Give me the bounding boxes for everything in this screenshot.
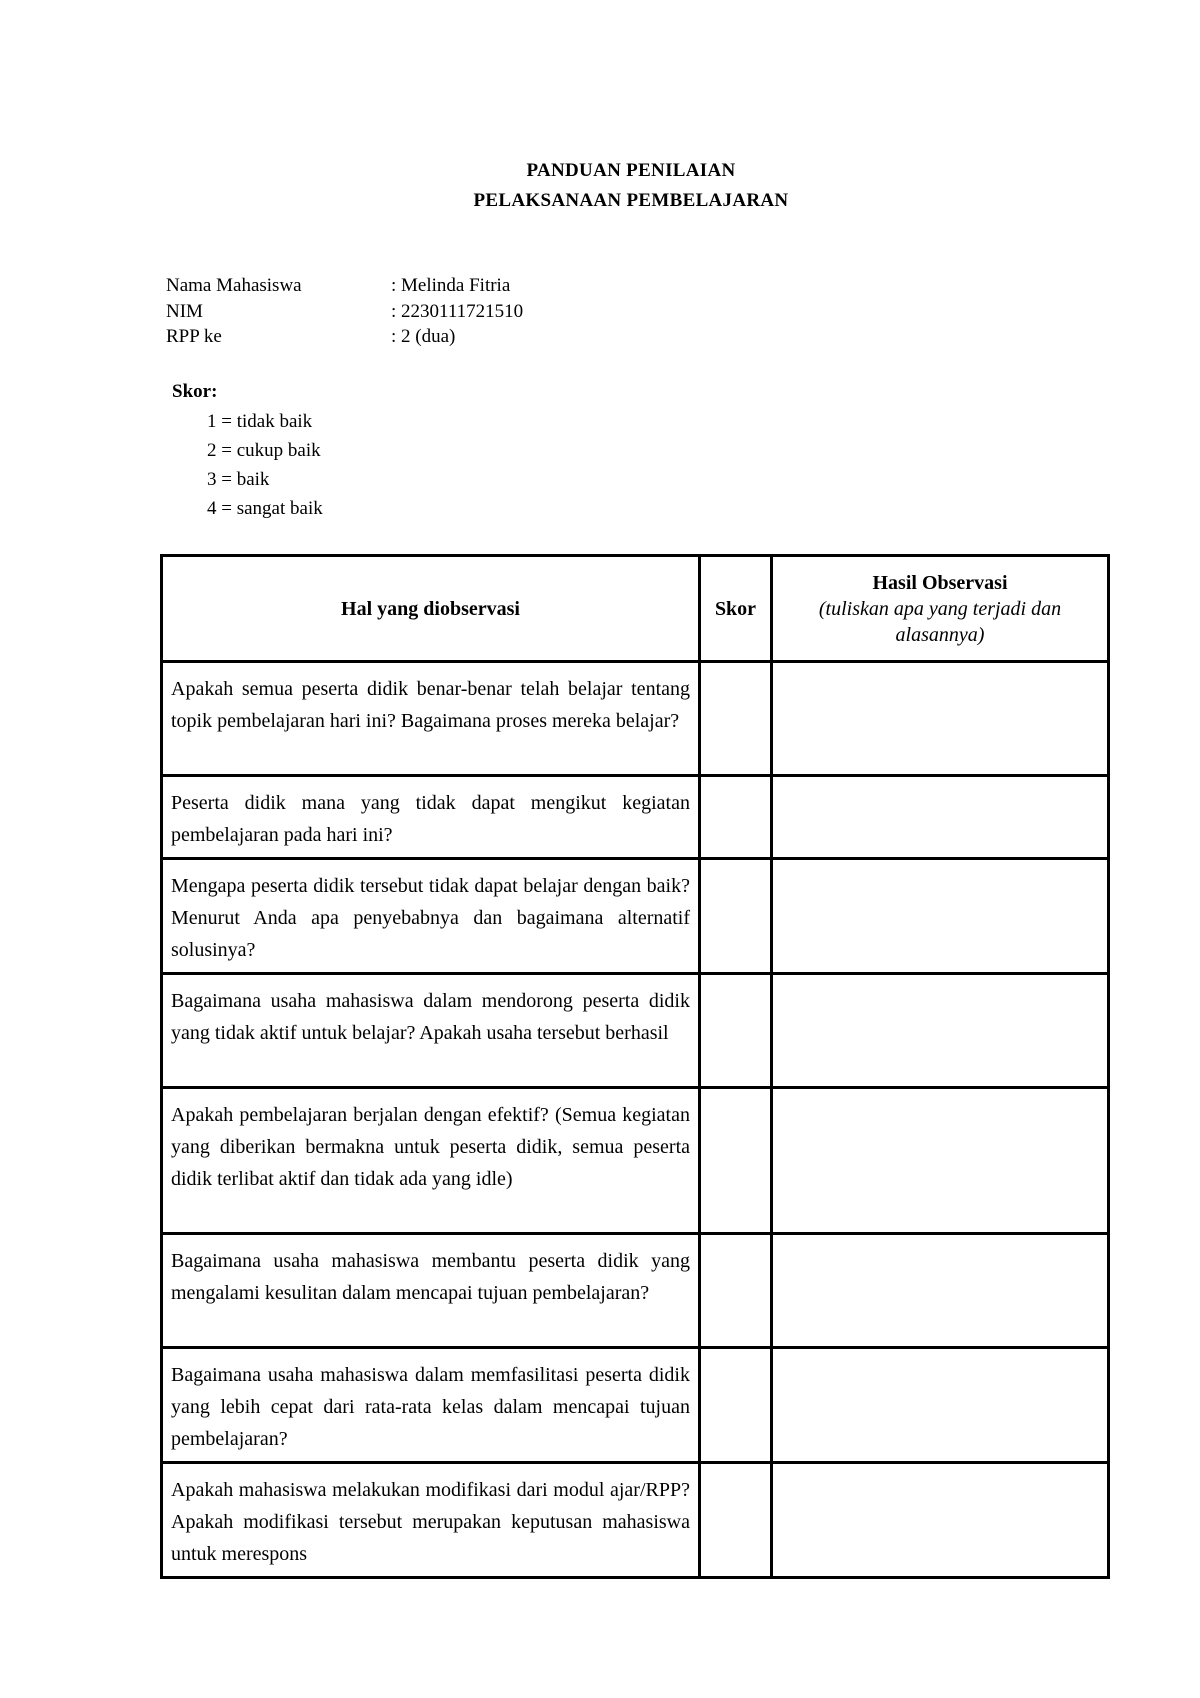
score-legend-heading: Skor: bbox=[172, 381, 218, 402]
observation-result-cell[interactable] bbox=[772, 662, 1109, 776]
document-title-line1: PANDUAN PENILAIAN bbox=[526, 160, 736, 181]
table-row bbox=[162, 1348, 1109, 1463]
table-header-row bbox=[162, 556, 1109, 662]
table-row bbox=[162, 1088, 1109, 1234]
question-cell: Apakah pembelajaran berjalan dengan efektif? (Semua kegiatan yang diberikan bermakna untuk peserta didik, semua peserta didik terlibat aktif dan tidak ada yang idle) bbox=[162, 1088, 700, 1234]
score-cell[interactable] bbox=[700, 1234, 772, 1348]
table-row bbox=[162, 974, 1109, 1088]
table-row bbox=[162, 776, 1109, 859]
question-cell: Apakah semua peserta didik benar-benar telah belajar tentang topik pembelajaran hari ini? Bagaimana proses mereka belajar? bbox=[162, 662, 700, 776]
score-legend-item: 4 = sangat baik bbox=[207, 498, 323, 519]
info-label-nama: Nama Mahasiswa bbox=[166, 275, 302, 296]
header-hasil-note: (tuliskan apa yang terjadi dan alasannya) bbox=[818, 597, 1062, 646]
observation-result-cell[interactable] bbox=[772, 1463, 1109, 1578]
score-cell[interactable] bbox=[700, 1463, 772, 1578]
info-value-nim: : 2230111721510 bbox=[391, 300, 524, 322]
question-cell: Mengapa peserta didik tersebut tidak dapat belajar dengan baik? Menurut Anda apa penyebabnya dan bagaimana alternatif solusinya? bbox=[162, 859, 700, 974]
score-legend bbox=[172, 377, 323, 523]
score-cell[interactable] bbox=[700, 859, 772, 974]
observation-result-cell[interactable] bbox=[772, 776, 1109, 859]
table-row bbox=[162, 1463, 1109, 1578]
document-title-line2: PELAKSANAAN PEMBELAJARAN bbox=[473, 190, 789, 211]
table-row bbox=[162, 859, 1109, 974]
observation-table-body bbox=[162, 662, 1109, 1578]
observation-table bbox=[160, 554, 1110, 1579]
info-label-rpp: RPP ke bbox=[166, 326, 222, 347]
score-legend-item: 2 = cukup baik bbox=[207, 440, 321, 461]
observation-result-cell[interactable] bbox=[772, 1088, 1109, 1234]
score-cell[interactable] bbox=[700, 776, 772, 859]
observation-result-cell[interactable] bbox=[772, 1348, 1109, 1463]
question-cell: Bagaimana usaha mahasiswa dalam mendorong peserta didik yang tidak aktif untuk belajar? Apakah usaha tersebut berhasil bbox=[162, 974, 700, 1088]
header-hasil-title: Hasil Observasi bbox=[872, 571, 1008, 594]
score-cell[interactable] bbox=[700, 974, 772, 1088]
header-hasil-observasi bbox=[772, 556, 1109, 662]
observation-result-cell[interactable] bbox=[772, 1234, 1109, 1348]
question-cell: Bagaimana usaha mahasiswa membantu peserta didik yang mengalami kesulitan dalam mencapai tujuan pembelajaran? bbox=[162, 1234, 700, 1348]
info-value-rpp: : 2 (dua) bbox=[391, 326, 456, 347]
question-cell: Peserta didik mana yang tidak dapat mengikut kegiatan pembelajaran pada hari ini? bbox=[162, 776, 700, 859]
score-cell[interactable] bbox=[700, 1348, 772, 1463]
score-legend-item: 1 = tidak baik bbox=[207, 411, 313, 432]
score-cell[interactable] bbox=[700, 662, 772, 776]
info-label-nim: NIM bbox=[166, 300, 203, 322]
score-cell[interactable] bbox=[700, 1088, 772, 1234]
observation-result-cell[interactable] bbox=[772, 974, 1109, 1088]
header-hal-diobservasi: Hal yang diobservasi bbox=[162, 556, 700, 662]
question-cell: Bagaimana usaha mahasiswa dalam memfasilitasi peserta didik yang lebih cepat dari rata-rata kelas dalam mencapai tujuan pembelajaran? bbox=[162, 1348, 700, 1463]
observation-result-cell[interactable] bbox=[772, 859, 1109, 974]
header-skor: Skor bbox=[700, 556, 772, 662]
info-value-nama: : Melinda Fitria bbox=[391, 275, 511, 296]
question-cell: Apakah mahasiswa melakukan modifikasi dari modul ajar/RPP? Apakah modifikasi tersebut merupakan keputusan mahasiswa untuk merespons bbox=[162, 1463, 700, 1578]
table-row bbox=[162, 1234, 1109, 1348]
table-row bbox=[162, 662, 1109, 776]
score-legend-item: 3 = baik bbox=[207, 469, 270, 490]
